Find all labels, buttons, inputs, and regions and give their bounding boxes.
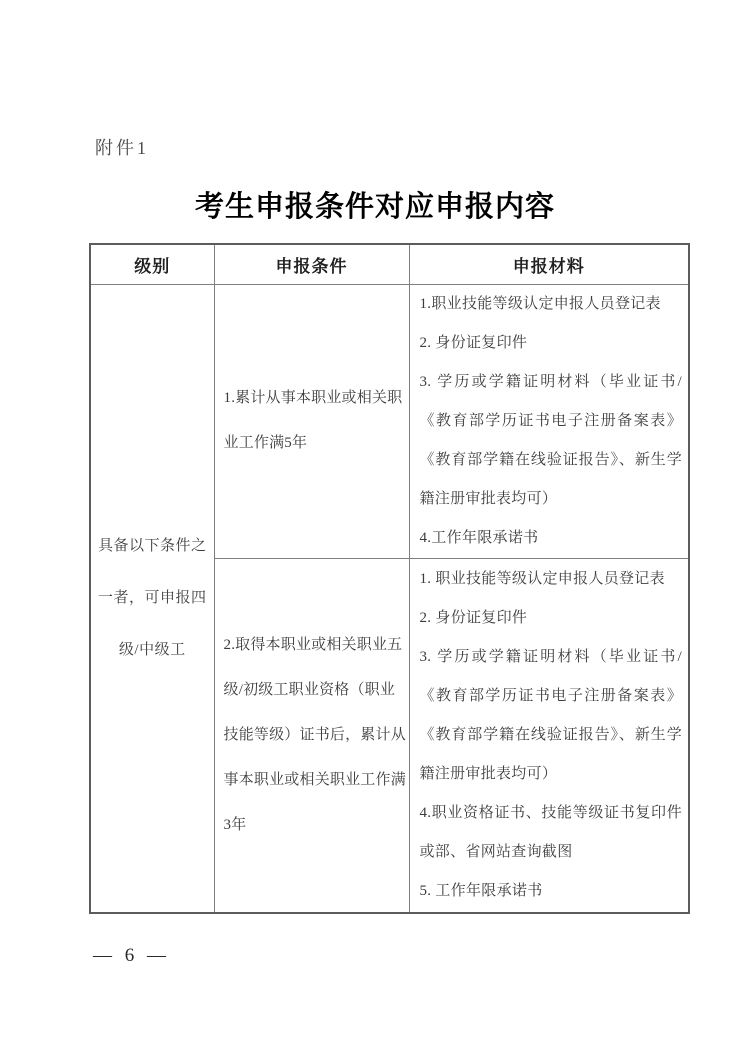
material-item: 4.工作年限承诺书 bbox=[419, 529, 539, 546]
material-item: 3. 学历或学籍证明材料（毕业证书/《教育部学历证书电子注册备案表》《教育部学籍在线验证报告》、新生学籍注册审批表均可） bbox=[419, 373, 682, 507]
condition-text-1: 1.累计从事本职业或相关职业工作满5年 bbox=[223, 390, 403, 451]
material-item: 2. 身份证复印件 bbox=[419, 334, 528, 351]
materials-cell-1 bbox=[409, 284, 689, 558]
level-cell bbox=[90, 284, 214, 913]
material-item: 5. 工作年限承诺书 bbox=[419, 882, 543, 899]
table-row-condition-1 bbox=[90, 284, 689, 558]
application-conditions-table bbox=[89, 243, 690, 914]
column-header-materials: 申报材料 bbox=[409, 244, 689, 284]
page-number: — 6 — bbox=[93, 945, 170, 966]
page-title: 考生申报条件对应申报内容 bbox=[194, 191, 555, 223]
column-header-level: 级别 bbox=[90, 244, 214, 284]
condition-text-2: 2.取得本职业或相关职业五级/初级工职业资格（职业技能等级）证书后，累计从事本职业或相关职业工作满3年 bbox=[223, 636, 406, 833]
level-text: 具备以下条件之一者，可申报四级/中级工 bbox=[97, 538, 207, 659]
material-item: 3. 学历或学籍证明材料（毕业证书/《教育部学历证书电子注册备案表》《教育部学籍在线验证报告》、新生学籍注册审批表均可） bbox=[419, 648, 682, 782]
material-item: 1.职业技能等级认定申报人员登记表 bbox=[419, 295, 661, 312]
attachment-label: 附件1 bbox=[95, 138, 149, 158]
material-item: 1. 职业技能等级认定申报人员登记表 bbox=[419, 570, 665, 587]
materials-cell-2 bbox=[409, 558, 689, 913]
table-header-row bbox=[90, 244, 689, 284]
condition-cell-1 bbox=[214, 284, 409, 558]
column-header-condition: 申报条件 bbox=[214, 244, 409, 284]
material-item: 4.职业资格证书、技能等级证书复印件或部、省网站查询截图 bbox=[419, 804, 682, 860]
condition-cell-2 bbox=[214, 558, 409, 913]
material-item: 2. 身份证复印件 bbox=[419, 609, 528, 626]
